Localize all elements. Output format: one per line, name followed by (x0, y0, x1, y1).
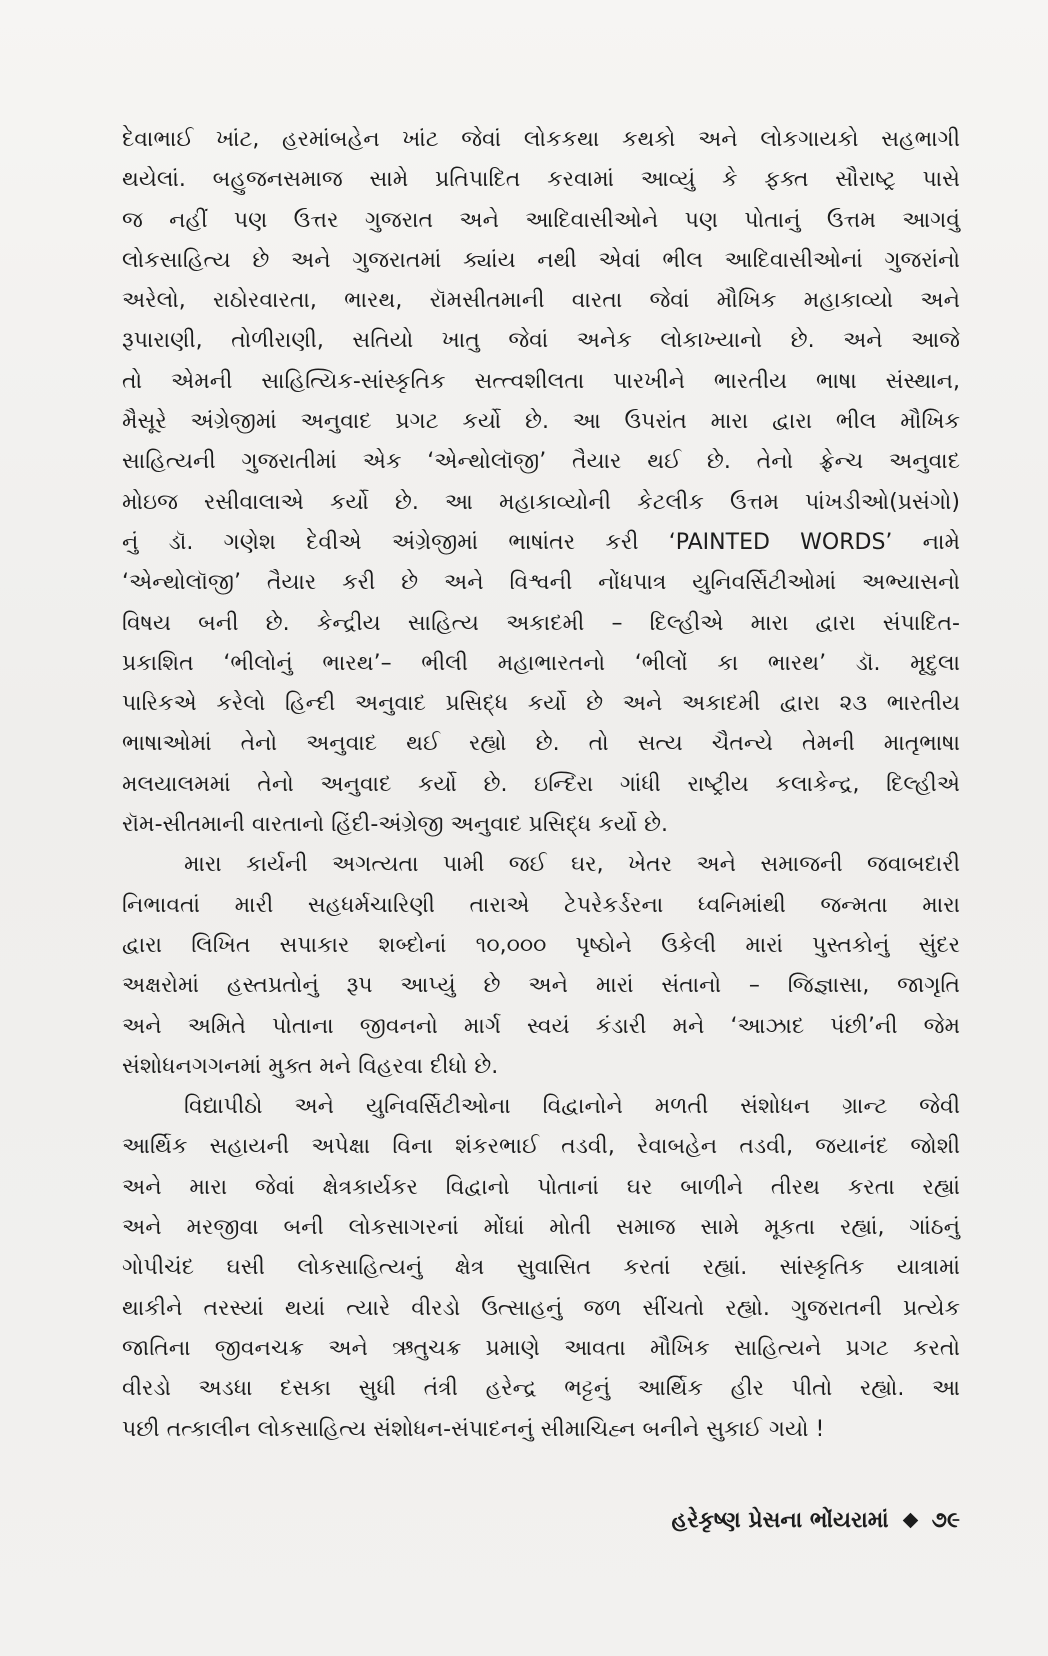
text-line: પારિકએ કરેલો હિન્દી અનુવાદ પ્રસિદ્ધ કર્યો છે અને અકાદમી દ્વારા ૨૩ ભારતીય (122, 691, 960, 717)
text-line: દેવાભાઈ ખાંટ, હરમાંબહેન ખાંટ જેવાં લોકકથા કથકો અને લોકગાયકો સહભાગી (122, 127, 960, 152)
text-line: મારા કાર્યની અગત્યતા પામી જઈ ઘર, ખેતર અને સમાજની જવાબદારી (184, 852, 960, 878)
text-line: થયેલાં. બહુજનસમાજ સામે પ્રતિપાદિત કરવામાં આવ્યું કે ફક્ત સૌરાષ્ટ્ર પાસે (122, 167, 960, 193)
text-line: વીરડો અડધા દસકા સુધી તંત્રી હરેન્દ્ર ભટ્ટનું આર્થિક હીર પીતો રહ્યો. આ (122, 1376, 960, 1402)
text-line: વિષય બની છે. કેન્દ્રીય સાહિત્ય અકાદમી – દિલ્હીએ મારા દ્વારા સંપાદિત- (122, 610, 960, 636)
text-line: સંશોધનગગનમાં મુક્ત મને વિહરવા દીધો છે. (122, 1053, 499, 1079)
text-line: મોઇજ રસીવાલાએ કર્યો છે. આ મહાકાવ્યોની કેટલીક ઉત્તમ પાંખડીઓ(પ્રસંગો) (122, 489, 960, 515)
text-line: રૂપારાણી, તોળીરાણી, સતિયો ખાતુ જેવાં અનેક લોકાખ્યાનો છે. અને આજે (122, 328, 960, 354)
page-number: ૭૯ (931, 1508, 960, 1533)
text-line: જ નહીં પણ ઉત્તર ગુજરાત અને આદિવાસીઓને પણ પોતાનું ઉત્તમ આગવું (122, 207, 960, 233)
body-text (122, 120, 960, 1450)
text-line: મલયાલમમાં તેનો અનુવાદ કર્યો છે. ઇન્દિરા ગાંધી રાષ્ટ્રીય કલાકેન્દ્ર, દિલ્હીએ (122, 771, 960, 797)
text-line: નું ડૉ. ગણેશ દેવીએ અંગ્રેજીમાં ભાષાંતર કરી ‘PAINTED WORDS’ નામે (122, 529, 960, 555)
text-line: દ્વારા લિખિત સપાકાર શબ્દોનાં ૧૦,૦૦૦ પૃષ્ઠોને ઉકેલી મારાં પુસ્તકોનું સુંદર (122, 932, 960, 958)
text-line: અક્ષરોમાં હસ્તપ્રતોનું રૂપ આપ્યું છે અને મારાં સંતાનો – જિજ્ઞાસા, જાગૃતિ (122, 973, 960, 999)
text-line: મૈસૂરે અંગ્રેજીમાં અનુવાદ પ્રગટ કર્યો છે. આ ઉપરાંત મારા દ્વારા ભીલ મૌખિક (122, 409, 960, 435)
text-line: થાકીને તરસ્યાં થયાં ત્યારે વીરડો ઉત્સાહનું જળ સીંચતો રહ્યો. ગુજરાતની પ્રત્યેક (122, 1295, 960, 1321)
text-line: વિદ્યાપીઠો અને યુનિવર્સિટીઓના વિદ્વાનોને મળતી સંશોધન ગ્રાન્ટ જેવી (184, 1094, 960, 1120)
text-line: નિભાવતાં મારી સહધર્મચારિણી તારાએ ટેપરેકર્ડરના ધ્વનિમાંથી જન્મતા મારા (122, 892, 960, 918)
text-line: અને મરજીવા બની લોકસાગરનાં મોંઘાં મોતી સમાજ સામે મૂકતા રહ્યાં, ગાંઠનું (122, 1215, 960, 1241)
text-line: તો એમની સાહિત્યિક-સાંસ્કૃતિક સત્ત્વશીલતા પારખીને ભારતીય ભાષા સંસ્થાન, (122, 368, 960, 394)
text-line: ગોપીચંદ ઘસી લોકસાહિત્યનું ક્ષેત્ર સુવાસિત કરતાં રહ્યાં. સાંસ્કૃતિક યાત્રામાં (122, 1255, 960, 1281)
diamond-bullet-icon (902, 1513, 918, 1529)
paragraph-1 (122, 120, 960, 845)
text-line: લોકસાહિત્ય છે અને ગુજરાતમાં ક્યાંય નથી એવાં ભીલ આદિવાસીઓનાં ગુજરાંનો (122, 247, 960, 273)
text-line: આર્થિક સહાયની અપેક્ષા વિના શંકરભાઈ તડવી, રેવાબહેન તડવી, જયાનંદ જોશી (122, 1134, 960, 1160)
text-line: અને મારા જેવાં ક્ષેત્રકાર્યકર વિદ્વાનો પોતાનાં ઘર બાળીને તીરથ કરતા રહ્યાં (122, 1174, 960, 1200)
text-line: અરેલો, રાઠોરવારતા, ભારથ, રૉમસીતમાની વારતા જેવાં મૌખિક મહાકાવ્યો અને (122, 288, 960, 314)
text-line: પ્રકાશિત ‘ભીલોનું ભારથ’– ભીલી મહાભારતનો ‘ભીલોં કા ભારથ’ ડૉ. મૃદુલા (122, 650, 960, 676)
paragraph-3 (122, 1087, 960, 1450)
text-line: ‘એન્થોલૉજી’ તૈયાર કરી છે અને વિશ્વની નોંધપાત્ર યુનિવર્સિટીઓમાં અભ્યાસનો (122, 570, 960, 596)
text-line: પછી તત્કાલીન લોકસાહિત્ય સંશોધન-સંપાદનનું સીમાચિહ્ન બનીને સુકાઈ ગયો ! (122, 1416, 825, 1442)
page-footer (671, 1508, 960, 1533)
paragraph-2 (122, 845, 960, 1087)
text-line: જાતિના જીવનચક્ર અને ઋતુચક્ર પ્રમાણે આવતા મૌખિક સાહિત્યને પ્રગટ કરતો (122, 1335, 960, 1361)
running-title: હરેકૃષ્ણ પ્રેસના ભોંયરામાં (671, 1508, 889, 1533)
text-line: અને અમિતે પોતાના જીવનનો માર્ગ સ્વયં કંડારી મને ‘આઝાદ પંછી’ની જેમ (122, 1013, 960, 1039)
text-line: ભાષાઓમાં તેનો અનુવાદ થઈ રહ્યો છે. તો સત્ય ચૈતન્યે તેમની માતૃભાષા (122, 731, 960, 757)
text-line: સાહિત્યની ગુજરાતીમાં એક ‘એન્થોલૉજી’ તૈયાર થઈ છે. તેનો ફ્રેન્ચ અનુવાદ (122, 449, 960, 475)
text-line: રૉમ-સીતમાની વારતાનો હિંદી-અંગ્રેજી અનુવાદ પ્રસિદ્ધ કર્યો છે. (122, 812, 669, 838)
